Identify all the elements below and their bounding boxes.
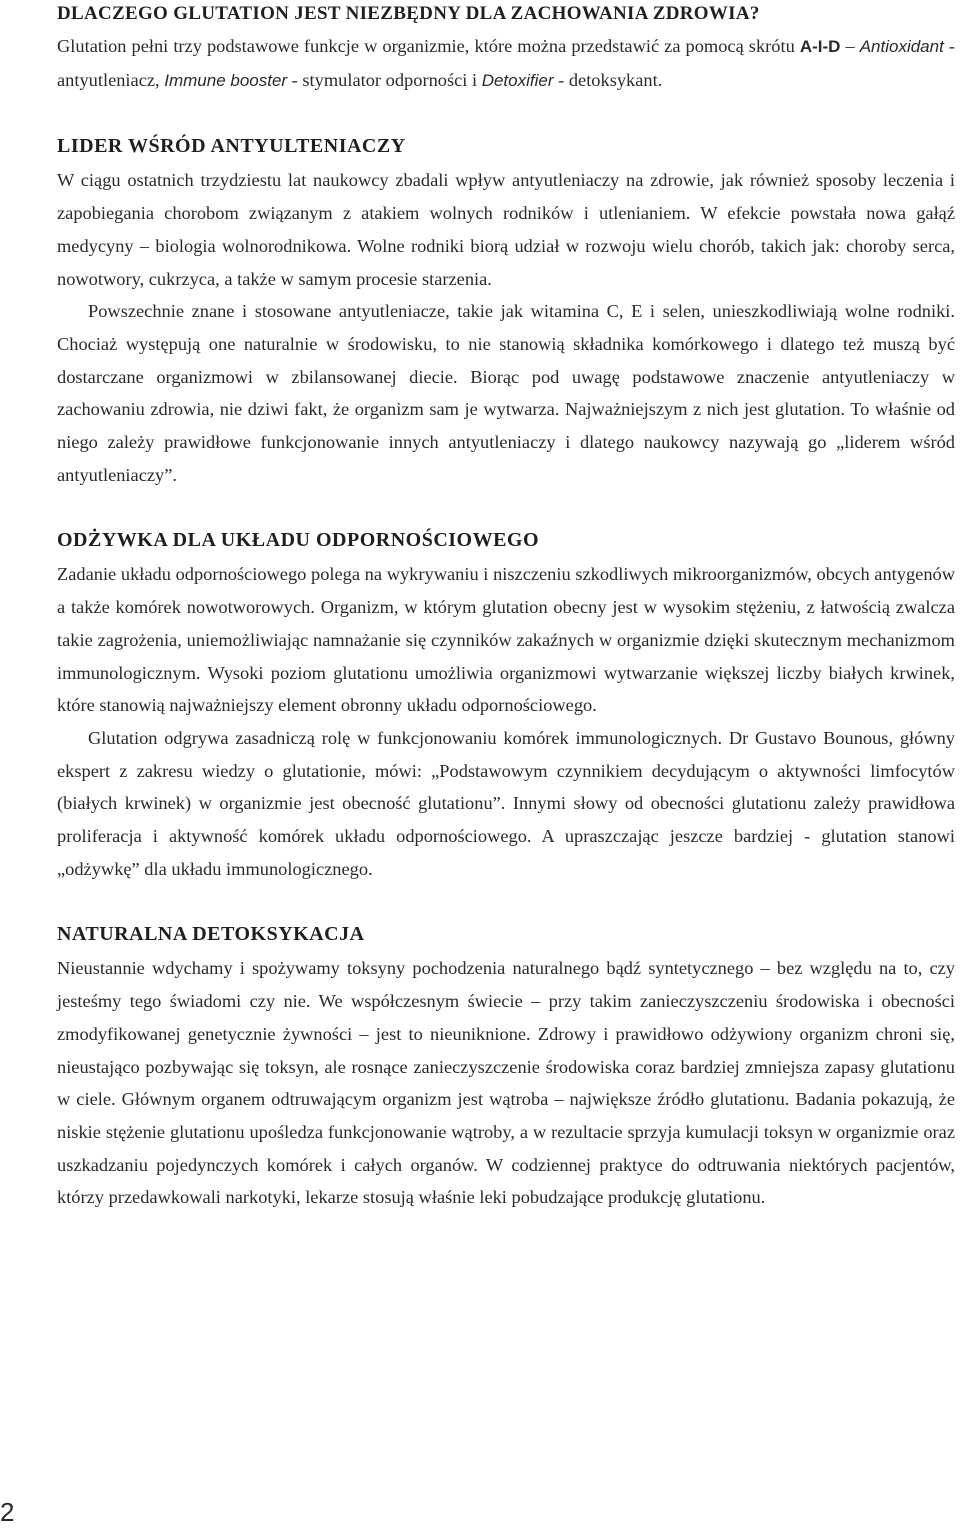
section-paragraph: Nieustannie wdychamy i spożywamy toksyny pochodzenia naturalnego bądź syntetycznego – bez względu na to, czy jesteśmy tego świadomi czy nie. We współczesnym świecie – przy takim zanieczyszczeniu środowiska i obecności zmodyfikowanej genetycznie żywności – jest to nieuniknione. Zdrowy i prawidłowo odżywiony organizm chroni się, nieustająco pozbywając się toksyn, ale rosnące zanieczyszczenie środowiska coraz bardziej zmniejsza zapasy glutationu w ciele. Głównym organem odtruwającym organizm jest wątroba – największe źródło glutationu. Badania pokazują, że niskie stężenie glutationu upośledza funkcjonowanie wątroby, a w rezultacie sprzyja kumulacji toksyn w organizmie oraz uszkadzaniu pojedynczych komórek i całych organów. W codziennej praktyce do odtruwania niektórych pacjentów, którzy przedawkowali narkotyki, lekarze stosują właśnie leki pobudzające produkcję glutationu. bbox=[57, 958, 955, 1208]
detoxifier-term: Detoxifier bbox=[481, 70, 554, 90]
aid-acronym: A-I-D bbox=[799, 37, 841, 56]
intro-text-2: – bbox=[840, 36, 860, 56]
section-heading: ODŻYWKA DLA UKŁADU ODPORNOŚCIOWEGO bbox=[57, 529, 540, 552]
section-natural-detox bbox=[57, 922, 955, 1214]
document-page bbox=[57, 0, 955, 1214]
intro-text-4: - stymulator odporności i bbox=[287, 69, 482, 90]
intro-paragraph bbox=[57, 30, 955, 97]
intro-text-3: - antyutleniacz, bbox=[57, 36, 955, 90]
section-paragraph: W ciągu ostatnich trzydziestu lat naukowcy zbadali wpływ antyutleniaczy na zdrowie, jak również sposoby leczenia i zapobiegania chorobom związanym z atakiem wolnych rodników i utlenianiem. W efekcie powstała nowa gałąź medycyny – biologia wolnorodnikowa. Wolne rodniki biorą udział w rozwoju wielu chorób, takich jak: choroby serca, nowotwory, cukrzyca, a także w samym procesie starzenia. bbox=[57, 170, 955, 289]
section-paragraph: Powszechnie znane i stosowane antyutleniacze, takie jak witamina C, E i selen, unieszkodliwiają wolne rodniki. Chociaż występują one naturalnie w środowisku, to nie stanowią składnika komórkowego i dlatego też muszą być dostarczane organizmowi w zbilansowanej diecie. Biorąc pod uwagę podstawowe znaczenie antyutleniaczy w zachowaniu zdrowia, nie dziwi fakt, że organizm sam je wytwarza. Najważniejszym z nich jest glutation. To właśnie od niego zależy prawidłowe funkcjonowanie innych antyutleniaczy i dlatego naukowcy nazywają go „liderem wśród antyutleniaczy”. bbox=[57, 301, 955, 485]
intro-text-5: - detoksykant. bbox=[553, 69, 663, 90]
intro-text-1: Glutation pełni trzy podstawowe funkcje w organizmie, które można przedstawić za pomocą skrótu bbox=[57, 36, 800, 56]
page-number: 2 bbox=[0, 1497, 15, 1527]
immune-booster-term: Immune booster bbox=[164, 70, 288, 90]
antioxidant-term: Antioxidant bbox=[859, 37, 944, 56]
section-paragraph: Glutation odgrywa zasadniczą rolę w funkcjonowaniu komórek immunologicznych. Dr Gustavo Bounous, główny ekspert z zakresu wiedzy o glutationie, mówi: „Podstawowym czynnikiem decydującym o aktywności limfocytów (białych krwinek) w organizmie jest obecność glutationu”. Innymi słowy od obecności glutationu zależy prawidłowa proliferacja i aktywność komórek układu odpornościowego. A upraszczając jeszcze bardziej - glutation stanowi „odżywkę” dla układu immunologicznego. bbox=[57, 727, 955, 879]
page-title: DLACZEGO GLUTATION JEST NIEZBĘDNY DLA ZACHOWANIA ZDROWIA? bbox=[57, 3, 760, 24]
section-immune-nutrient bbox=[57, 528, 955, 885]
section-paragraph: Zadanie układu odpornościowego polega na wykrywaniu i niszczeniu szkodliwych mikroorganizmów, obcych antygenów a także komórek nowotworowych. Organizm, w którym glutation obecny jest w wysokim stężeniu, z łatwością zwalcza takie zagrożenia, uniemożliwiając namnażanie się czynników zakaźnych w organizmie dzięki skutecznym mechanizmom immunologicznym. Wysoki poziom glutationu umożliwia organizmowi wytwarzanie większej liczby białych krwinek, które stanowią najważniejszy element obronny układu odpornościowego. bbox=[57, 564, 955, 716]
section-heading: LIDER WŚRÓD ANTYULTENIACZY bbox=[57, 135, 406, 158]
section-heading: NATURALNA DETOKSYKACJA bbox=[57, 923, 365, 946]
section-antioxidant-leader bbox=[57, 134, 955, 491]
